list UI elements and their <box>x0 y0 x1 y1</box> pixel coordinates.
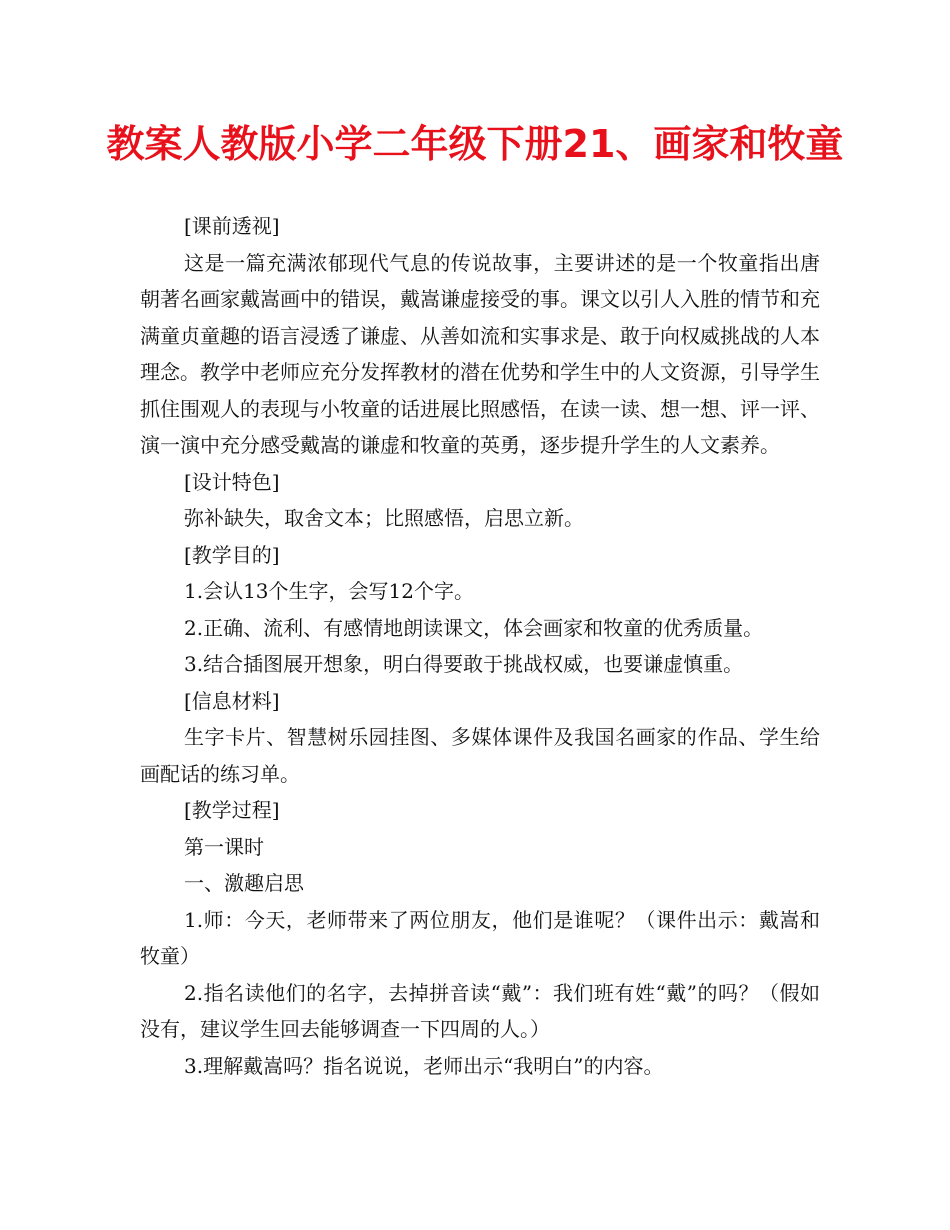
section-heading-design: [设计特色] <box>184 469 280 494</box>
section-heading-goals: [教学目的] <box>184 542 280 567</box>
paragraph-overview: 这是一篇充满浓郁现代气息的传说故事，主要讲述的是一个牧童指出唐朝著名画家戴嵩画中的错误，戴嵩谦虚接受的事。课文以引人入胜的情节和充满童贞童趣的语言浸透了谦虚、从善如流和实事求是、敢于向权威挑战的人本理念。教学中老师应充分发挥教材的潜在优势和学生中的人文资源，引导学生抓住围观人的表现与小牧童的话进展比照感悟，在读一读、想一想、评一评、演一演中充分感受戴嵩的谦虚和牧童的英勇，逐步提升学生的人文素养。 <box>140 250 820 457</box>
paragraph-materials: 生字卡片、智慧树乐园挂图、多媒体课件及我国名画家的作品、学生给画配话的练习单。 <box>140 725 820 786</box>
section-heading-preview: [课前透视] <box>184 214 280 238</box>
goal-item-1: 1.会认13个生字，会写12个字。 <box>184 579 474 603</box>
goal-item-3: 3.结合插图展开想象，明白得要敢于挑战权威，也要谦虚慎重。 <box>184 652 744 676</box>
document-body <box>140 208 820 1084</box>
section-heading-materials: [信息材料] <box>184 688 280 713</box>
paragraph-design: 弥补缺失，取舍文本；比照感悟，启思立新。 <box>184 506 584 530</box>
step-heading: 一、激趣启思 <box>184 871 304 895</box>
document-title: 教案人教版小学二年级下册21、画家和牧童 <box>106 122 844 166</box>
step-item-1: 1.师：今天，老师带来了两位朋友，他们是谁呢？（课件出示：戴嵩和牧童） <box>140 907 820 968</box>
step-item-2: 2.指名读他们的名字，去掉拼音读“戴”：我们班有姓“戴”的吗？（假如没有，建议学生回去能够调查一下四周的人。） <box>140 980 820 1041</box>
goal-item-2: 2.正确、流利、有感情地朗读课文，体会画家和牧童的优秀质量。 <box>184 615 764 640</box>
step-item-3: 3.理解戴嵩吗？指名说说，老师出示“我明白”的内容。 <box>184 1053 664 1078</box>
section-heading-process: [教学过程] <box>184 798 280 822</box>
lesson-heading: 第一课时 <box>184 834 264 859</box>
